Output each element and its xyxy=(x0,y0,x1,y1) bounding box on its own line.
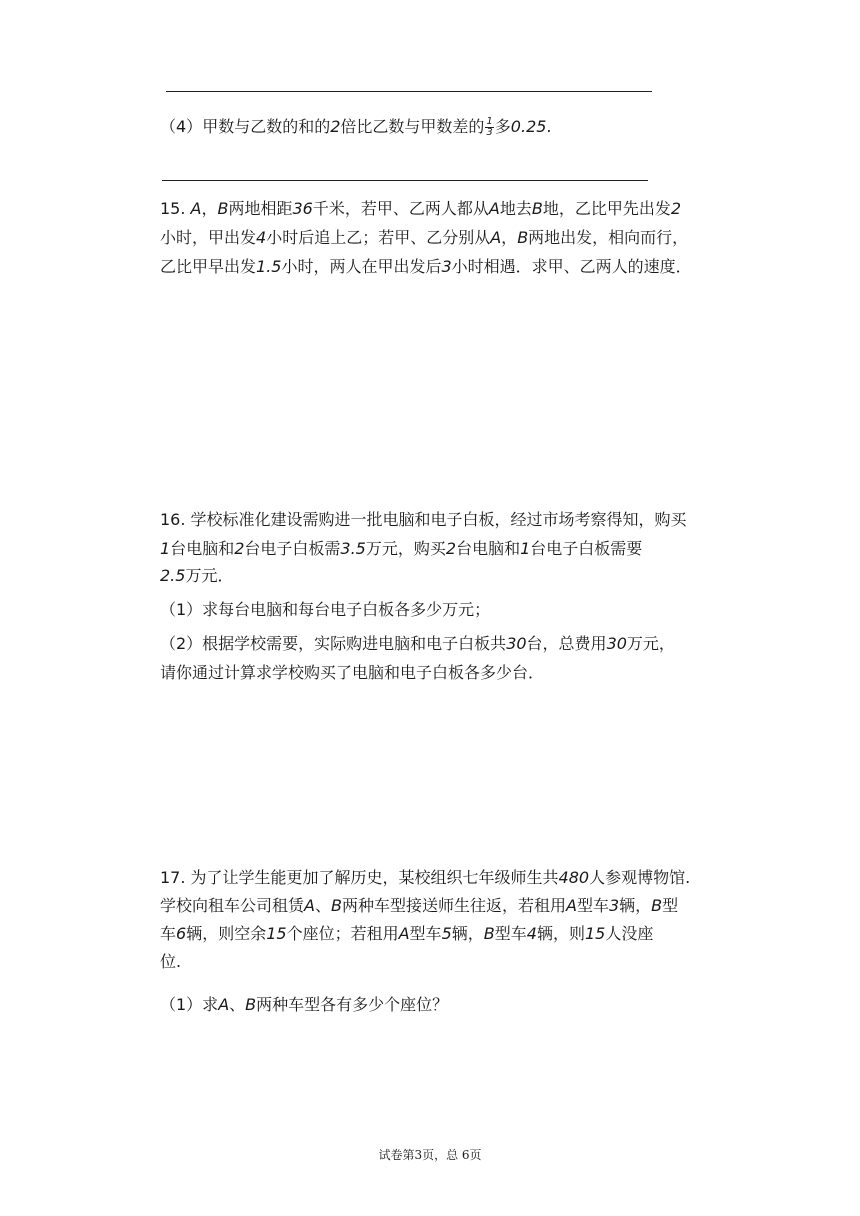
q17-line-3: 车6辆，则空余15个座位；若租用A型车5辆，B型车4辆，则15人没座 xyxy=(160,924,654,943)
q15-line-3: 乙比甲早出发1.5小时，两人在甲出发后3小时相遇．求甲、乙两人的速度． xyxy=(160,257,692,276)
q16-line-2: 1台电脑和2台电子白板需3.5万元，购买2台电脑和1台电子白板需要 xyxy=(160,539,643,558)
q15-line-2: 小时，甲出发4小时后追上乙；若甲、乙分别从A，B两地出发，相向而行， xyxy=(160,228,689,247)
answer-line-1 xyxy=(166,91,652,92)
q17-line-1: 17. 为了让学生能更加了解历史，某校组织七年级师生共480人参观博物馆. xyxy=(160,868,691,887)
q17-line-4: 位. xyxy=(160,952,182,971)
q17-line-2: 学校向租车公司租赁A、B两种车型接送师生往返，若租用A型车3辆，B型 xyxy=(160,896,679,915)
q16-part2-line-1: （2）根据学校需要，实际购进电脑和电子白板共30台，总费用30万元， xyxy=(160,634,675,653)
q16-part2-line-2: 请你通过计算求学校购买了电脑和电子白板各多少台． xyxy=(160,663,545,682)
answer-line-2 xyxy=(162,180,648,181)
q17-part1: （1）求A、B两种车型各有多少个座位？ xyxy=(160,995,449,1014)
q14-part4: （4）甲数与乙数的和的2倍比乙数与甲数差的 $\frac{1}{3}$ 多0.25. xyxy=(160,116,552,138)
q15-line-1: 15. A，B两地相距36千米，若甲、乙两人都从A地去B地，乙比甲先出发2 xyxy=(160,199,682,218)
q16-line-1: 16. 学校标准化建设需购进一批电脑和电子白板，经过市场考察得知，购买 xyxy=(160,510,687,529)
page-footer: 试卷第3页，总 6页 xyxy=(378,1148,482,1162)
q16-line-3: 2.5万元． xyxy=(160,566,234,585)
fraction-one-third: $\frac{1}{3}$ xyxy=(486,116,493,138)
q16-part1: （1）求每台电脑和每台电子白板各多少万元； xyxy=(160,600,491,619)
